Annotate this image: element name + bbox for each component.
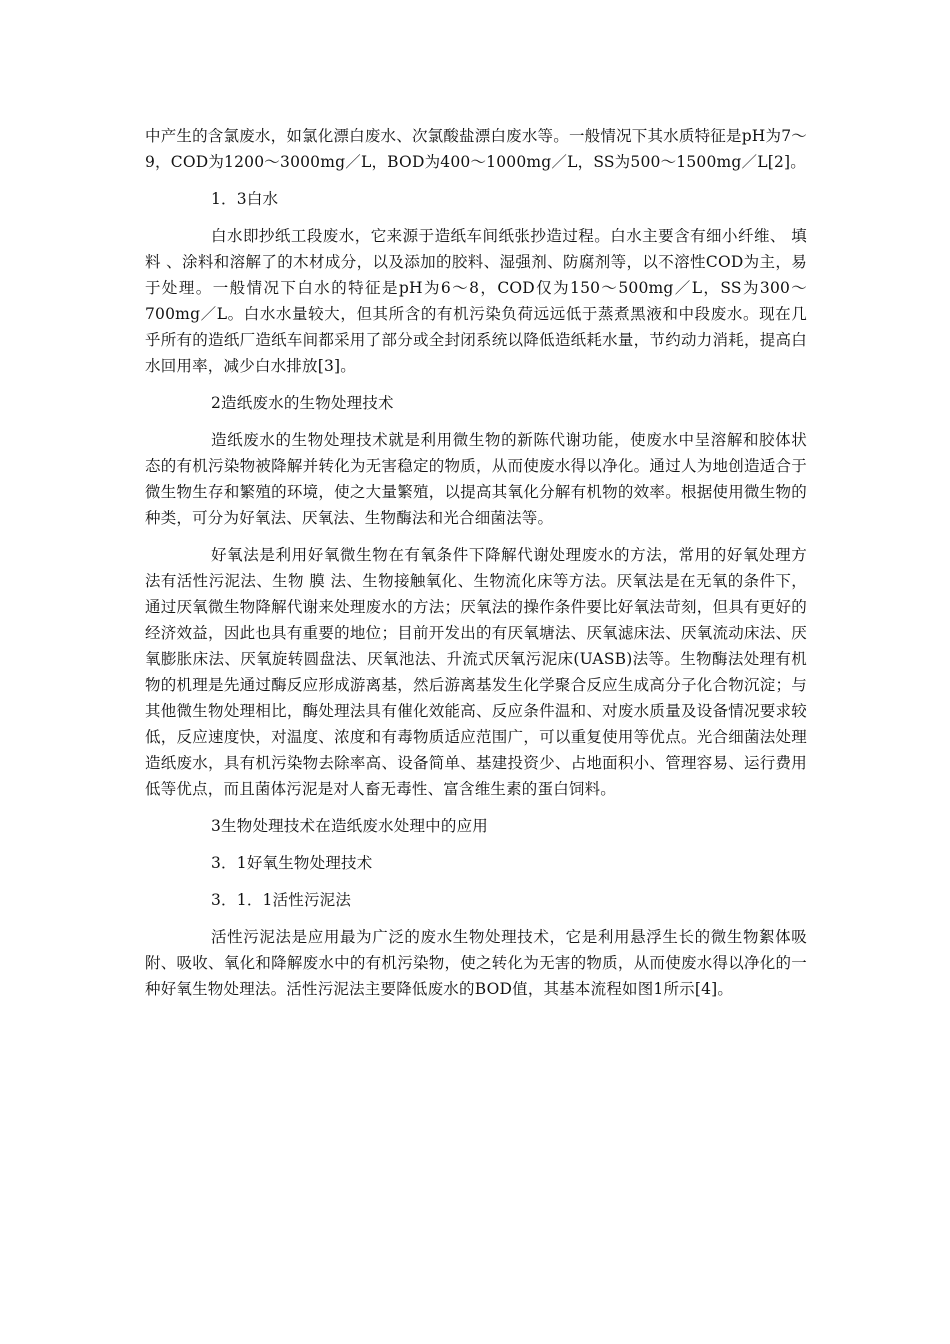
paragraph-activated-sludge: 活性污泥法是应用最为广泛的废水生物处理技术，它是利用悬浮生长的微生物絮体吸附、吸收、氧化和降解废水中的有机污染物，使之转化为无害的物质，从而使废水得以净化的一种好氧生物处理法。活性污泥法主要降低废水的BOD值，其基本流程如图1所示[4]。 [145, 928, 807, 998]
paragraph-white-water: 白水即抄纸工段废水，它来源于造纸车间纸张抄造过程。白水主要含有细小纤维、 填料 、涂料和溶解了的木材成分，以及添加的胶料、湿强剂、防腐剂等，以不溶性COD为主，易于处理。一般情况下白水的特征是pH为6～8，COD仅为150～500mg／L，SS为300～700mg／L。白水水量较大，但其所含的有机污染负荷远远低于蒸煮黑液和中段废水。现在几乎所有的造纸厂造纸车间都采用了部分或全封闭系统以降低造纸耗水量，节约动力消耗，提高白水回用率，减少白水排放[3]。 [145, 227, 807, 375]
section-heading-3-1-1: 3．1．1活性污泥法 [211, 891, 352, 909]
section-heading-3: 3生物处理技术在造纸废水处理中的应用 [211, 817, 488, 835]
paragraph-continued: 中产生的含氯废水，如氯化漂白废水、次氯酸盐漂白废水等。一般情况下其水质特征是pH为7～9，COD为1200～3000mg／L，BOD为400～1000mg／L，SS为500～1500mg／L[2]。 [145, 127, 807, 171]
paragraph-bio-treatment: 造纸废水的生物处理技术就是利用微生物的新陈代谢功能，使废水中呈溶解和胶体状态的有机污染物被降解并转化为无害稳定的物质，从而使废水得以净化。通过人为地创造适合于微生物生存和繁殖的环境，使之大量繁殖，以提高其氧化分解有机物的效率。根据使用微生物的种类，可分为好氧法、厌氧法、生物酶法和光合细菌法等。 [145, 431, 807, 527]
document-body [145, 123, 807, 1002]
section-heading-2: 2造纸废水的生物处理技术 [211, 394, 394, 412]
section-heading-1-3: 1．3白水 [211, 190, 279, 208]
section-heading-3-1: 3．1好氧生物处理技术 [211, 854, 373, 872]
paragraph-methods: 好氧法是利用好氧微生物在有氧条件下降解代谢处理废水的方法，常用的好氧处理方法有活性污泥法、生物 膜 法、生物接触氧化、生物流化床等方法。厌氧法是在无氧的条件下，通过厌氧微生物降解代谢来处理废水的方法；厌氧法的操作条件要比好氧法苛刻，但具有更好的经济效益，因此也具有重要的地位；目前开发出的有厌氧塘法、厌氧滤床法、厌氧流动床法、厌氧膨胀床法、厌氧旋转圆盘法、厌氧池法、升流式厌氧污泥床(UASB)法等。生物酶法处理有机物的机理是先通过酶反应形成游离基，然后游离基发生化学聚合反应生成高分子化合物沉淀；与其他微生物处理相比，酶处理法具有催化效能高、反应条件温和、对废水质量及设备情况要求较低，反应速度快，对温度、浓度和有毒物质适应范围广，可以重复使用等优点。光合细菌法处理造纸废水，具有机污染物去除率高、设备简单、基建投资少、占地面积小、管理容易、运行费用低等优点，而且菌体污泥是对人畜无毒性、富含维生素的蛋白饲料。 [145, 546, 807, 798]
